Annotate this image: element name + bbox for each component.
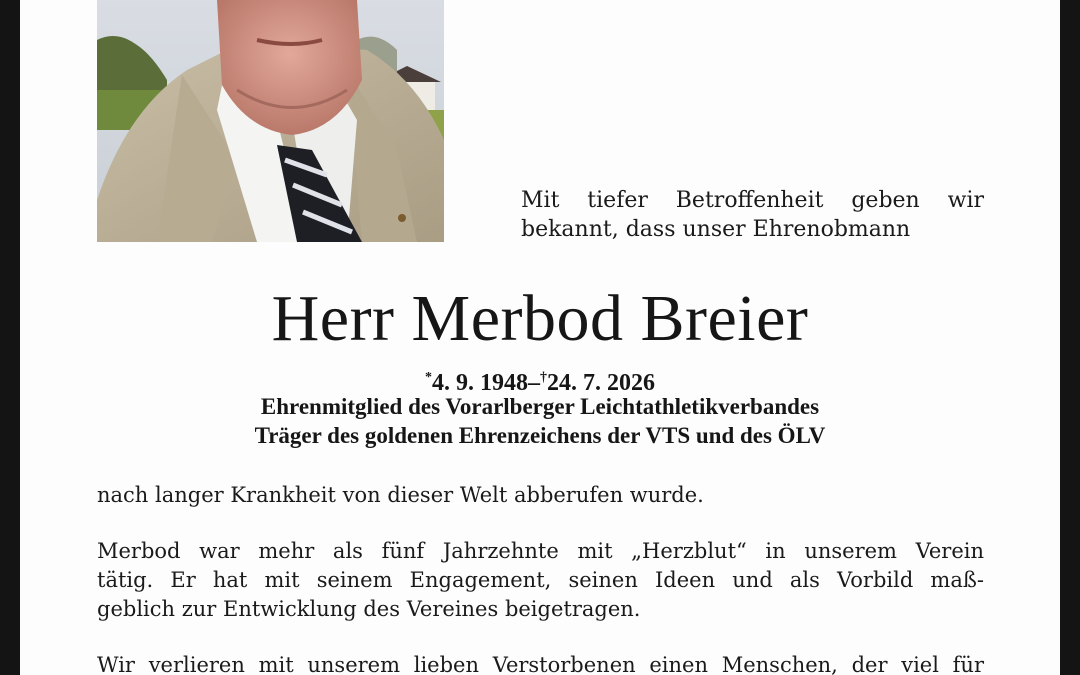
intro-line-1: Mit tiefer Betroffenheit geben wir bbox=[521, 188, 984, 213]
deceased-name: Herr Merbod Breier bbox=[271, 282, 809, 355]
paragraph-3-line-1: Wir verlieren mit unserem lieben Verstorbenen einen Menschen, der viel für bbox=[97, 653, 984, 675]
honor-line-1: Ehrenmitglied des Vorarlberger Leichtathletikverbandes bbox=[260, 394, 820, 419]
paragraph-2-line-1: Merbod war mehr als fünf Jahrzehnte mit „Herzblut“ in unserem Verein bbox=[97, 539, 984, 563]
intro-text bbox=[521, 186, 984, 244]
death-symbol: † bbox=[540, 370, 547, 385]
intro-line-2: bekannt, dass unser Ehrenobmann bbox=[521, 217, 911, 242]
date-separator: – bbox=[528, 370, 540, 396]
honors-block bbox=[20, 392, 1060, 450]
paragraph-2-line-3: geblich zur Entwicklung des Vereines beigetragen. bbox=[97, 597, 641, 621]
paragraph-2-line-2: tätig. Er hat mit seinem Engagement, seinen Ideen und als Vorbild maß- bbox=[97, 568, 984, 592]
birth-symbol: * bbox=[425, 370, 432, 385]
obituary-page bbox=[20, 0, 1060, 675]
paragraph-2 bbox=[97, 537, 984, 624]
honor-line-2: Träger des goldenen Ehrenzeichens der VTS und des ÖLV bbox=[254, 423, 826, 448]
death-date: 24. 7. 2026 bbox=[547, 370, 655, 396]
portrait-photo bbox=[97, 0, 444, 242]
birth-date: 4. 9. 1948 bbox=[432, 370, 528, 396]
paragraph-1: nach langer Krankheit von dieser Welt abberufen wurde. bbox=[97, 483, 704, 507]
paragraph-3 bbox=[97, 651, 984, 675]
